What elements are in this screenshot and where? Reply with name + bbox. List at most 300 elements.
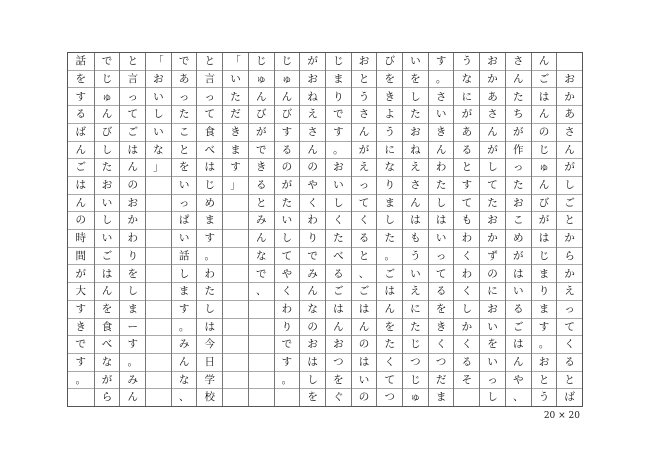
grid-cell: く <box>454 247 479 265</box>
grid-column <box>145 53 171 406</box>
grid-cell: わ <box>120 229 145 247</box>
grid-cell: さ <box>352 105 377 123</box>
grid-cell: は <box>197 318 222 336</box>
grid-cell: が <box>557 158 582 176</box>
grid-cell: つ <box>429 353 454 371</box>
grid-cell: る <box>275 141 300 159</box>
grid-cell: ま <box>172 282 197 300</box>
grid-cell <box>223 264 248 282</box>
grid-cell: さ <box>512 55 524 68</box>
grid-cell: ん <box>68 194 94 212</box>
grid-cell: 、 <box>352 264 377 282</box>
grid-cell: は <box>403 211 428 229</box>
grid-cell: は <box>506 264 531 282</box>
grid-cell: と <box>127 55 138 68</box>
grid-cell: 」 <box>146 158 171 176</box>
grid-cell: き <box>429 318 454 336</box>
grid-cell: て <box>120 105 145 123</box>
grid-column <box>453 53 479 406</box>
grid-column <box>94 53 120 406</box>
grid-cell: め <box>506 229 531 247</box>
grid-cell: き <box>68 318 94 336</box>
grid-cell <box>146 229 171 247</box>
grid-cell: ま <box>377 194 402 212</box>
grid-cell: こ <box>506 211 531 229</box>
paper-size-label: 20 × 20 <box>543 411 580 421</box>
grid-cell <box>146 300 171 318</box>
grid-cell: い <box>146 123 171 141</box>
grid-cell: ん <box>172 353 197 371</box>
grid-cell: が <box>506 247 531 265</box>
grid-cell: く <box>454 335 479 353</box>
grid-cell: ん <box>275 87 300 105</box>
grid-cell: す <box>68 87 94 105</box>
grid-cell: お <box>326 158 351 176</box>
grid-cell: を <box>480 335 505 353</box>
grid-cell: お <box>358 55 370 68</box>
grid-cell <box>249 335 274 353</box>
grid-cell: く <box>557 335 582 353</box>
grid-cell: は <box>120 141 145 159</box>
grid-column <box>428 53 454 406</box>
grid-cell: き <box>223 123 248 141</box>
grid-cell: す <box>532 318 557 336</box>
grid-cell: お <box>532 353 557 371</box>
grid-cell: だ <box>429 371 454 389</box>
grid-cell: わ <box>197 264 222 282</box>
grid-cell: と <box>532 371 557 389</box>
grid-cell: 言 <box>197 70 222 88</box>
grid-cell: で <box>178 55 190 68</box>
grid-cell: き <box>377 87 402 105</box>
grid-cell: で <box>326 105 351 123</box>
grid-cell: 食 <box>95 318 120 336</box>
grid-cell: と <box>352 247 377 265</box>
grid-cell: ゅ <box>403 388 428 406</box>
grid-cell <box>146 353 171 371</box>
grid-cell: る <box>68 105 94 123</box>
grid-cell: な <box>454 70 479 88</box>
grid-cell: は <box>352 300 377 318</box>
grid-cell: ご <box>120 123 145 141</box>
grid-cell: ん <box>352 123 377 141</box>
grid-cell: の <box>120 176 145 194</box>
grid-cell: っ <box>480 371 505 389</box>
grid-cell <box>146 318 171 336</box>
grid-cell: べ <box>95 335 120 353</box>
grid-cell: を <box>326 371 351 389</box>
grid-cell: ん <box>120 158 145 176</box>
grid-cell: か <box>480 70 505 88</box>
grid-cell: い <box>352 371 377 389</box>
grid-cell: を <box>300 388 325 406</box>
grid-cell <box>223 229 248 247</box>
grid-cell: ん <box>377 300 402 318</box>
grid-cell: 、 <box>172 388 197 406</box>
grid-cell <box>146 371 171 389</box>
grid-cell: い <box>95 194 120 212</box>
grid-cell: べ <box>326 247 351 265</box>
grid-cell: っ <box>557 300 582 318</box>
grid-cell: さ <box>429 87 454 105</box>
grid-cell: と <box>352 70 377 88</box>
grid-cell: な <box>377 158 402 176</box>
grid-cell <box>249 371 274 389</box>
grid-cell: 。 <box>275 371 300 389</box>
grid-cell: い <box>480 353 505 371</box>
grid-cell: た <box>403 318 428 336</box>
grid-cell: ん <box>249 229 274 247</box>
grid-cell: う <box>377 123 402 141</box>
grid-cell: 大 <box>68 282 94 300</box>
grid-cell: に <box>377 141 402 159</box>
grid-cell: お <box>480 211 505 229</box>
grid-cell <box>275 388 300 406</box>
grid-cell: た <box>403 105 428 123</box>
grid-cell: し <box>326 194 351 212</box>
grid-cell: る <box>429 282 454 300</box>
grid-cell: ま <box>532 264 557 282</box>
grid-cell: お <box>326 335 351 353</box>
grid-cell: じ <box>333 55 344 68</box>
grid-cell: 今 <box>197 335 222 353</box>
grid-cell: く <box>326 211 351 229</box>
grid-cell: ゅ <box>249 70 274 88</box>
grid-cell: あ <box>454 123 479 141</box>
grid-cell: 作 <box>506 141 531 159</box>
grid-cell: 。 <box>429 70 454 88</box>
grid-cell: な <box>249 247 274 265</box>
grid-cell <box>146 388 171 406</box>
grid-cell: ご <box>68 158 94 176</box>
grid-cell: な <box>95 353 120 371</box>
grid-cell: ご <box>506 318 531 336</box>
grid-cell <box>223 353 248 371</box>
grid-cell: く <box>377 353 402 371</box>
grid-cell: と <box>557 211 582 229</box>
grid-cell: す <box>68 353 94 371</box>
grid-cell: ん <box>429 141 454 159</box>
grid-cell: り <box>120 247 145 265</box>
grid-cell: と <box>204 55 216 68</box>
grid-cell: を <box>172 158 197 176</box>
grid-cell: わ <box>275 300 300 318</box>
grid-cell: お <box>557 70 582 88</box>
grid-cell: つ <box>377 388 402 406</box>
grid-cell: に <box>454 87 479 105</box>
grid-cell: っ <box>506 158 531 176</box>
grid-cell: ん <box>95 282 120 300</box>
grid-cell: お <box>146 70 171 88</box>
grid-cell: え <box>352 158 377 176</box>
grid-cell <box>146 194 171 212</box>
grid-cell: く <box>454 282 479 300</box>
grid-cell: て <box>454 194 479 212</box>
grid-cell: あ <box>172 70 197 88</box>
grid-cell: き <box>249 158 274 176</box>
grid-cell: ん <box>326 318 351 336</box>
grid-cell: と <box>454 158 479 176</box>
grid-cell: い <box>429 105 454 123</box>
grid-cell <box>68 388 94 406</box>
grid-cell: が <box>275 176 300 194</box>
grid-cell: め <box>197 194 222 212</box>
grid-cell: ね <box>403 141 428 159</box>
grid-cell: を <box>120 264 145 282</box>
grid-cell: る <box>249 176 274 194</box>
grid-cell: さ <box>403 176 428 194</box>
grid-cell: る <box>557 353 582 371</box>
grid-cell: し <box>120 282 145 300</box>
grid-cell: す <box>275 353 300 371</box>
grid-cell: に <box>480 282 505 300</box>
grid-cell: し <box>480 388 505 406</box>
grid-cell: る <box>454 353 479 371</box>
grid-cell: く <box>352 211 377 229</box>
grid-cell: ん <box>538 55 550 68</box>
grid-cell: な <box>172 371 197 389</box>
grid-cell: い <box>172 229 197 247</box>
grid-cell: る <box>352 229 377 247</box>
grid-column <box>351 53 377 406</box>
grid-cell: て <box>480 176 505 194</box>
grid-cell: ま <box>120 300 145 318</box>
grid-cell: ん <box>68 141 94 159</box>
grid-cell <box>249 353 274 371</box>
grid-cell: の <box>68 211 94 229</box>
grid-cell: り <box>532 282 557 300</box>
grid-cell: た <box>506 87 531 105</box>
grid-cell: ば <box>68 123 94 141</box>
grid-cell: う <box>532 388 557 406</box>
grid-column <box>325 53 351 406</box>
grid-cell: お <box>95 176 120 194</box>
grid-column <box>248 53 274 406</box>
grid-cell: よ <box>377 105 402 123</box>
grid-cell: ね <box>300 87 325 105</box>
grid-cell <box>557 53 582 70</box>
grid-cell: ご <box>557 194 582 212</box>
grid-cell: じ <box>255 55 267 68</box>
grid-cell: い <box>223 70 248 88</box>
grid-cell: が <box>68 264 94 282</box>
grid-cell: の <box>532 123 557 141</box>
grid-cell: つ <box>326 353 351 371</box>
grid-cell: じ <box>403 371 428 389</box>
grid-cell: が <box>506 123 531 141</box>
grid-cell: で <box>101 55 113 68</box>
grid-cell: し <box>403 87 428 105</box>
grid-cell: た <box>506 176 531 194</box>
grid-cell: の <box>352 388 377 406</box>
grid-cell <box>223 388 248 406</box>
grid-cell: と <box>172 141 197 159</box>
grid-cell: し <box>300 371 325 389</box>
grid-cell <box>146 335 171 353</box>
grid-cell: わ <box>300 211 325 229</box>
grid-cell: っ <box>172 194 197 212</box>
grid-cell: が <box>532 211 557 229</box>
grid-cell: も <box>403 229 428 247</box>
grid-cell: し <box>275 229 300 247</box>
grid-cell: が <box>454 105 479 123</box>
grid-cell <box>249 388 274 406</box>
grid-cell: 。 <box>68 371 94 389</box>
grid-column <box>479 53 505 406</box>
grid-column <box>556 53 582 406</box>
grid-cell: ゅ <box>95 87 120 105</box>
grid-cell: ま <box>532 300 557 318</box>
grid-cell: 学 <box>197 371 222 389</box>
grid-cell: し <box>146 105 171 123</box>
grid-cell: ご <box>377 264 402 282</box>
grid-cell: い <box>410 55 421 68</box>
grid-cell: じ <box>197 176 222 194</box>
grid-cell: び <box>275 105 300 123</box>
grid-cell: ぱ <box>172 211 197 229</box>
grid-cell: は <box>352 353 377 371</box>
grid-cell: 。 <box>326 141 351 159</box>
grid-cell: は <box>197 158 222 176</box>
grid-cell: あ <box>480 87 505 105</box>
grid-cell: た <box>480 194 505 212</box>
grid-cell: 「 <box>230 55 241 68</box>
grid-cell: み <box>249 211 274 229</box>
grid-cell: は <box>95 264 120 282</box>
grid-cell: び <box>95 123 120 141</box>
grid-cell: ん <box>95 105 120 123</box>
grid-cell: 」 <box>223 176 248 194</box>
grid-cell: て <box>275 247 300 265</box>
grid-cell <box>223 282 248 300</box>
grid-cell: は <box>532 229 557 247</box>
grid-cell: び <box>249 105 274 123</box>
grid-cell: ー <box>120 318 145 336</box>
grid-cell: か <box>557 87 582 105</box>
grid-cell: す <box>223 158 248 176</box>
grid-cell: さ <box>480 105 505 123</box>
grid-cell: く <box>300 194 325 212</box>
grid-cell: を <box>95 300 120 318</box>
grid-cell: や <box>275 264 300 282</box>
grid-cell: か <box>480 229 505 247</box>
grid-cell: さ <box>557 123 582 141</box>
grid-column <box>531 53 557 406</box>
grid-cell: た <box>429 176 454 194</box>
grid-cell: え <box>300 105 325 123</box>
grid-cell <box>223 211 248 229</box>
grid-cell: で <box>68 335 94 353</box>
grid-cell: わ <box>429 158 454 176</box>
grid-cell: い <box>275 211 300 229</box>
grid-cell: お <box>300 70 325 88</box>
grid-cell: か <box>557 264 582 282</box>
grid-cell: ん <box>352 318 377 336</box>
grid-cell: 間 <box>68 247 94 265</box>
grid-cell <box>249 300 274 318</box>
grid-cell: ま <box>326 70 351 88</box>
grid-cell <box>223 300 248 318</box>
grid-column <box>299 53 325 406</box>
grid-cell: ら <box>95 388 120 406</box>
grid-cell: の <box>480 264 505 282</box>
grid-cell: い <box>429 229 454 247</box>
grid-cell: を <box>429 300 454 318</box>
grid-cell: の <box>275 158 300 176</box>
grid-cell: り <box>326 87 351 105</box>
grid-cell: っ <box>172 87 197 105</box>
grid-cell: っ <box>197 87 222 105</box>
grid-cell: で <box>249 141 274 159</box>
grid-cell: み <box>120 371 145 389</box>
grid-cell: ん <box>300 282 325 300</box>
grid-cell: し <box>557 176 582 194</box>
grid-cell: つ <box>403 353 428 371</box>
grid-cell: ん <box>120 388 145 406</box>
grid-cell: は <box>429 211 454 229</box>
grid-cell: 話 <box>75 55 87 68</box>
grid-cell: み <box>300 264 325 282</box>
grid-cell: ん <box>506 353 531 371</box>
grid-cell: た <box>377 335 402 353</box>
grid-cell: 日 <box>197 353 222 371</box>
grid-cell: す <box>454 176 479 194</box>
grid-cell: わ <box>454 264 479 282</box>
grid-cell: び <box>532 194 557 212</box>
grid-cell: お <box>300 335 325 353</box>
grid-cell: ち <box>506 105 531 123</box>
grid-cell: て <box>352 194 377 212</box>
grid-cell: ま <box>197 211 222 229</box>
grid-cell: こ <box>172 123 197 141</box>
grid-cell: て <box>377 371 402 389</box>
grid-cell: お <box>480 300 505 318</box>
grid-cell: ご <box>326 282 351 300</box>
grid-cell: し <box>480 158 505 176</box>
grid-cell <box>454 388 479 406</box>
grid-cell: み <box>172 335 197 353</box>
grid-cell: は <box>506 335 531 353</box>
grid-cell: た <box>326 229 351 247</box>
grid-cell: の <box>300 158 325 176</box>
grid-cell: ぐ <box>326 388 351 406</box>
grid-cell: な <box>300 300 325 318</box>
grid-cell: お <box>403 123 428 141</box>
grid-cell: し <box>197 300 222 318</box>
grid-cell: え <box>557 282 582 300</box>
grid-cell: ご <box>95 247 120 265</box>
grid-cell: べ <box>197 141 222 159</box>
grid-cell: が <box>307 55 318 68</box>
grid-cell: や <box>506 371 531 389</box>
grid-cell: き <box>429 123 454 141</box>
grid-cell: ま <box>223 141 248 159</box>
grid-cell: う <box>352 87 377 105</box>
grid-cell: る <box>326 264 351 282</box>
grid-cell: じ <box>532 247 557 265</box>
grid-cell: い <box>172 176 197 194</box>
grid-cell: と <box>249 194 274 212</box>
grid-cell: さ <box>300 123 325 141</box>
grid-cell: た <box>197 282 222 300</box>
grid-cell: の <box>300 318 325 336</box>
grid-cell: あ <box>557 105 582 123</box>
grid-cell: す <box>172 300 197 318</box>
grid-cell: が <box>249 123 274 141</box>
grid-cell: じ <box>95 70 120 88</box>
grid-column <box>119 53 145 406</box>
grid-cell: て <box>429 264 454 282</box>
